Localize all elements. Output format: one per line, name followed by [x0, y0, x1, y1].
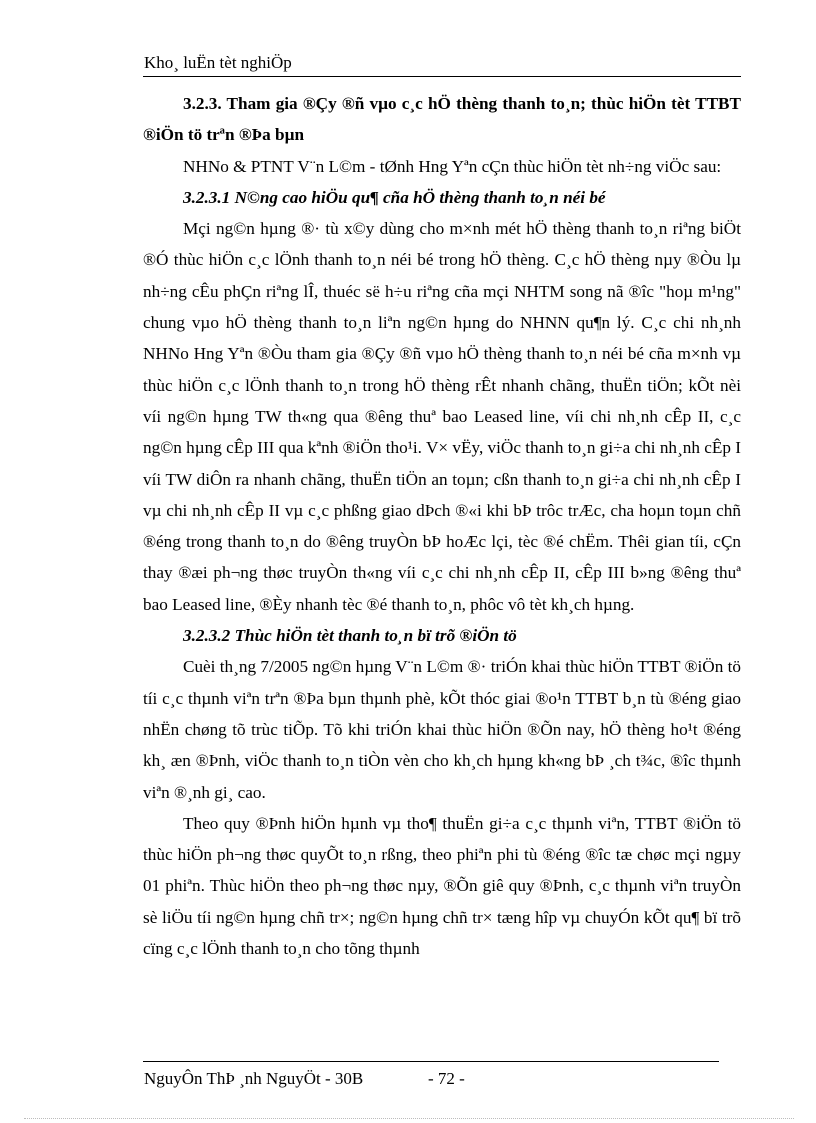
running-header: Kho¸ luËn tèt nghiÖp [144, 53, 292, 72]
page-body [143, 88, 741, 964]
page-edge-divider [24, 1118, 794, 1119]
body-paragraph: Theo quy ®Þnh hiÖn hµnh vµ tho¶ thuËn gi÷a c¸c thµnh viªn, TTBT ®iÖn tö thùc hiÖn ph¬ng thøc quyÕt to¸n rßng, theo phiªn phi tù ®éng ®îc tæ chøc mçi ngµy 01 phiªn. Thùc hiÖn theo ph¬ng thøc nµy, ®Õn giê quy ®Þnh, c¸c thµnh viªn truyÒn sè liÖu tíi ng©n hµng chñ tr×; ng©n hµng chñ tr× tæng hîp vµ chuyÓn kÕt qu¶ bï trõ cïng c¸c lÖnh thanh to¸n cho tõng thµnh [143, 813, 741, 959]
header-divider [143, 76, 741, 77]
body-paragraph: Mçi ng©n hµng ®· tù x©y dùng cho m×nh mét hÖ thèng thanh to¸n riªng biÖt ®Ó thùc hiÖn c¸c lÖnh thanh to¸n néi bé trong hÖ thèng. C¸c hÖ thèng nµy ®Òu lµ nh÷ng cÊu phÇn riªng lÎ, thuéc së h÷u riªng cña mçi NHTM song nã ®îc "hoµ m¹ng" chung vµo hÖ thèng thanh to¸n liªn ng©n hµng do NHNN qu¶n lý. C¸c chi nh¸nh NHNo Hng Yªn ®Òu tham gia ®Çy ®ñ vµo hÖ thèng thanh to¸n néi bé cña m×nh vµ thùc hiÖn c¸c lÖnh thanh to¸n trong hÖ thèng rÊt nhanh chãng, thuËn tiÖn; kÕt nèi víi ng©n hµng TW th«ng qua ®êng thuª bao Leased line, víi chi nh¸nh cÊp II, c¸c ng©n hµng cÊp III qua kªnh ®iÖn tho¹i. V× vËy, viÖc thanh to¸n gi÷a chi nh¸nh cÊp I víi TW diÔn ra nhanh chãng, thuËn tiÖn an toµn; cßn thanh to¸n gi÷a chi nh¸nh cÊp I vµ chi nh¸nh cÊp II vµ c¸c phßng giao dÞch ®«i khi bÞ trôc trÆc, cha hoµn toµn chñ ®éng trong thanh to¸n do ®êng truyÒn bÞ hoÆc lçi, tèc ®é chËm. Thêi gian tíi, cÇn thay ®æi ph¬ng thøc truyÒn th«ng víi c¸c chi nh¸nh cÊp II, cÊp III b»ng ®êng thuª bao Leased line, ®Èy nhanh tèc ®é thanh to¸n, phôc vô tèt kh¸ch hµng. [143, 219, 741, 614]
section-heading-3-2-3: 3.2.3. Tham gia ®Çy ®ñ vµo c¸c hÖ thèng thanh to¸n; thùc hiÖn tèt TTBT ®iÖn tö trªn ®Þa bµn [143, 94, 741, 145]
page-number: - 72 - [428, 1069, 465, 1088]
footer-author: NguyÔn ThÞ ¸nh NguyÖt - 30B [144, 1069, 364, 1088]
footer-divider [143, 1061, 719, 1062]
subsection-heading-3-2-3-2: 3.2.3.2 Thùc hiÖn tèt thanh to¸n bï trõ ®iÖn tö [183, 626, 517, 646]
body-paragraph: NHNo & PTNT V¨n L©m - tØnh Hng Yªn cÇn thùc hiÖn tèt nh÷ng viÖc sau: [183, 156, 722, 176]
body-paragraph: Cuèi th¸ng 7/2005 ng©n hµng V¨n L©m ®· triÓn khai thùc hiÖn TTBT ®iÖn tö tíi c¸c thµnh viªn trªn ®Þa bµn thµnh phè, kÕt thóc giai ®o¹n TTBT b¸n tù ®éng giao nhËn chøng tõ trùc tiÕp. Tõ khi triÓn khai thùc hiÖn ®Õn nay, hÖ thèng ho¹t ®éng kh¸ æn ®Þnh, viÖc thanh to¸n tiÒn vèn cho kh¸ch hµng kh«ng bÞ ¸ch t¾c, ®îc thµnh viªn ®¸nh gi¸ cao. [143, 657, 741, 802]
subsection-heading-3-2-3-1: 3.2.3.1 N©ng cao hiÖu qu¶ cña hÖ thèng thanh to¸n néi bé [183, 187, 606, 207]
